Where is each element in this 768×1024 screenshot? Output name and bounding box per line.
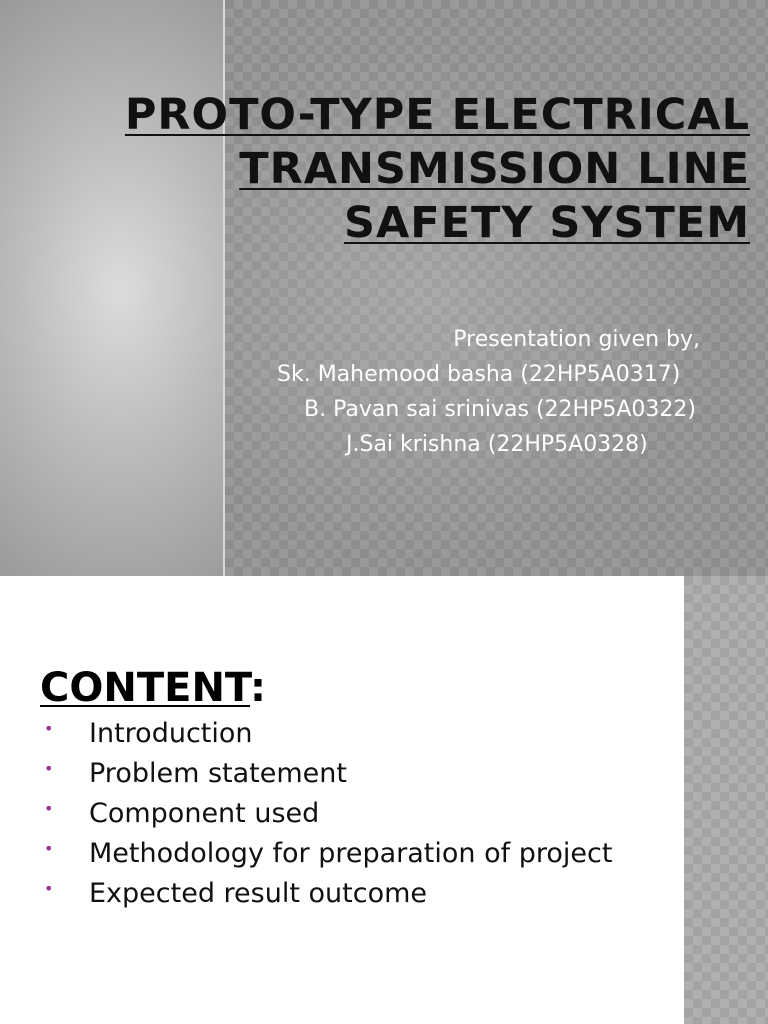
- list-item: [40, 714, 612, 754]
- patterned-side-strip: [684, 576, 768, 1024]
- list-item: [40, 874, 612, 914]
- content-heading-colon: :: [250, 665, 267, 711]
- patterned-panel: [225, 0, 768, 576]
- presenter-name: J.Sai krishna (22HP5A0328): [346, 432, 648, 457]
- slide-title: [70, 88, 750, 250]
- list-item-label: Introduction: [89, 718, 253, 749]
- bullet-icon: •: [44, 759, 54, 778]
- list-item-label: Expected result outcome: [89, 878, 428, 909]
- presenter-name: B. Pavan sai srinivas (22HP5A0322): [304, 397, 696, 422]
- list-item-label: Problem statement: [89, 758, 347, 789]
- content-slide: [0, 576, 768, 1024]
- title-line: TRANSMISSION LINE: [239, 144, 750, 194]
- list-item-label: Component used: [89, 798, 320, 829]
- list-item: [40, 834, 612, 874]
- bullet-icon: •: [44, 879, 54, 898]
- title-line: PROTO-TYPE ELECTRICAL: [124, 90, 750, 140]
- content-heading-text: CONTENT: [40, 665, 251, 711]
- left-gradient-panel: [0, 0, 224, 576]
- presenter-list: [240, 322, 740, 462]
- presenter-name: Sk. Mahemood basha (22HP5A0317): [277, 362, 681, 387]
- list-item: [40, 794, 612, 834]
- list-item-label: Methodology for preparation of project: [89, 838, 613, 869]
- list-item: [40, 754, 612, 794]
- content-heading: [40, 664, 266, 712]
- bullet-icon: •: [44, 799, 54, 818]
- bullet-icon: •: [44, 839, 54, 858]
- title-line: SAFETY SYSTEM: [343, 198, 750, 248]
- bullet-icon: •: [44, 719, 54, 738]
- content-list: [40, 714, 612, 914]
- presenter-intro: Presentation given by,: [453, 327, 700, 352]
